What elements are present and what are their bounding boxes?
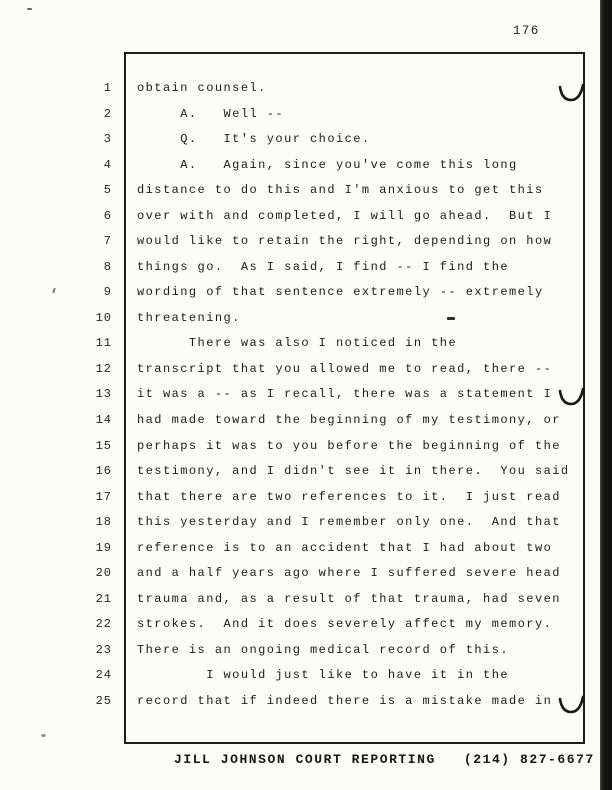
transcript-line	[0, 662, 600, 688]
transcript-line	[0, 279, 600, 305]
transcript-line	[0, 637, 600, 663]
transcript-line	[0, 509, 600, 535]
transcript-line	[0, 484, 600, 510]
page-curl-mark	[557, 386, 585, 408]
transcript-line	[0, 203, 600, 229]
line-text: over with and completed, I will go ahead. But I	[137, 208, 553, 223]
page-number: 176	[513, 24, 540, 38]
line-text: threatening.	[137, 310, 241, 325]
transcript-line	[0, 356, 600, 382]
line-text: distance to do this and I'm anxious to get this	[137, 183, 544, 198]
line-text: Q. It's your choice.	[137, 132, 371, 147]
line-text: I would just like to have it in the	[137, 668, 510, 683]
reporter-footer: JILL JOHNSON COURT REPORTING (214) 827-6677	[174, 752, 595, 767]
line-text: strokes. And it does severely affect my memory.	[137, 617, 553, 632]
line-text: that there are two references to it. I just read	[137, 489, 561, 504]
transcript-line	[0, 586, 600, 612]
line-text: this yesterday and I remember only one. And that	[137, 515, 561, 530]
line-number: 6	[103, 208, 112, 223]
line-number: 24	[95, 668, 112, 683]
transcript-line	[0, 152, 600, 178]
line-number: 12	[95, 361, 112, 376]
transcript-line	[0, 330, 600, 356]
line-number: 3	[103, 132, 112, 147]
transcript-line	[0, 611, 600, 637]
line-text: A. Well --	[137, 106, 285, 121]
line-number: 13	[95, 387, 112, 402]
transcript-line	[0, 433, 600, 459]
line-text: trauma and, as a result of that trauma, had seven	[137, 591, 561, 606]
line-text: testimony, and I didn't see it in there. You said	[137, 464, 570, 479]
transcript-line	[0, 407, 600, 433]
line-text: perhaps it was to you before the beginning of the	[137, 438, 561, 453]
scan-artifact-speck	[447, 317, 455, 320]
line-number: 10	[95, 310, 112, 325]
line-number: 18	[95, 515, 112, 530]
transcript-line	[0, 254, 600, 280]
transcript-line	[0, 381, 600, 407]
line-number: 16	[95, 464, 112, 479]
line-text: There is an ongoing medical record of this.	[137, 642, 510, 657]
transcript-line	[0, 560, 600, 586]
scan-artifact-speck	[27, 8, 32, 10]
line-number: 11	[95, 336, 112, 351]
line-number: 23	[95, 642, 112, 657]
transcript-line	[0, 688, 600, 714]
line-number: 19	[95, 540, 112, 555]
transcript-line	[0, 101, 600, 127]
line-number: 2	[103, 106, 112, 121]
line-text: things go. As I said, I find -- I find the	[137, 259, 510, 274]
line-text: it was a -- as I recall, there was a statement I	[137, 387, 553, 402]
line-text: transcript that you allowed me to read, there --	[137, 361, 553, 376]
line-number: 4	[103, 157, 112, 172]
transcript-line	[0, 228, 600, 254]
line-text: A. Again, since you've come this long	[137, 157, 518, 172]
page-curl-mark	[557, 694, 585, 716]
line-number: 21	[95, 591, 112, 606]
line-text: wording of that sentence extremely -- extremely	[137, 285, 544, 300]
transcript-line	[0, 535, 600, 561]
line-text: would like to retain the right, depending on how	[137, 234, 553, 249]
transcript-line	[0, 305, 600, 331]
transcript-line	[0, 177, 600, 203]
line-number: 8	[103, 259, 112, 274]
page-curl-mark	[557, 82, 585, 104]
line-number: 15	[95, 438, 112, 453]
line-number: 25	[95, 693, 112, 708]
line-number: 17	[95, 489, 112, 504]
transcript-line	[0, 75, 600, 101]
line-text: reference is to an accident that I had about two	[137, 540, 553, 555]
line-number: 5	[103, 183, 112, 198]
line-text: obtain counsel.	[137, 81, 267, 95]
line-number: 20	[95, 566, 112, 581]
scan-artifact-speck	[41, 734, 46, 737]
line-number: 9	[103, 285, 112, 300]
line-number: 22	[95, 617, 112, 632]
line-text: There was also I noticed in the	[137, 336, 458, 351]
line-number: 7	[103, 234, 112, 249]
line-number: 1	[103, 81, 112, 95]
line-text: record that if indeed there is a mistake made in	[137, 693, 553, 708]
line-number: 14	[95, 413, 112, 428]
transcript-line	[0, 458, 600, 484]
line-text: had made toward the beginning of my testimony, or	[137, 413, 561, 428]
transcript-line	[0, 126, 600, 152]
line-text: and a half years ago where I suffered severe head	[137, 566, 561, 581]
